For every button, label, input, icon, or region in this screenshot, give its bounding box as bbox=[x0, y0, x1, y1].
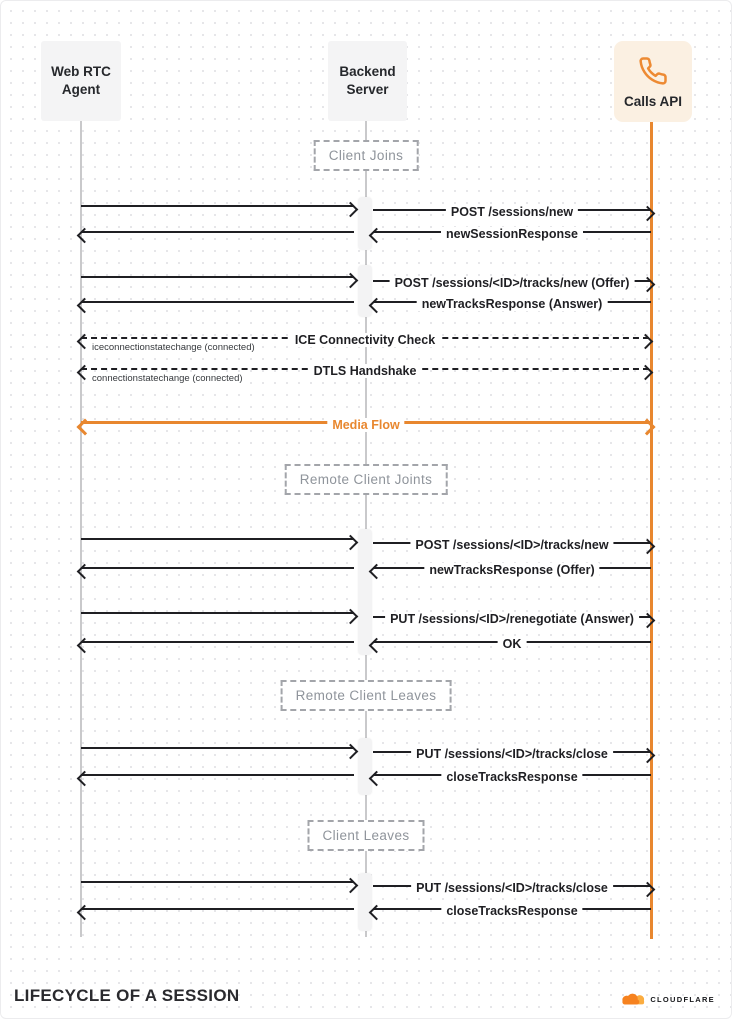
arrowhead-right-icon bbox=[343, 534, 359, 550]
actor-label: Calls API bbox=[623, 93, 683, 109]
page-title: LIFECYCLE OF A SESSION bbox=[14, 986, 240, 1005]
message-arrow-close-tracks-response-2 bbox=[373, 904, 651, 918]
relay-arrow bbox=[81, 567, 354, 569]
message-label: OK bbox=[498, 637, 527, 651]
relay-arrow bbox=[81, 641, 354, 643]
message-label: Media Flow bbox=[327, 418, 404, 432]
relay-arrow bbox=[81, 301, 354, 303]
message-label: PUT /sessions/<ID>/renegotiate (Answer) bbox=[385, 612, 639, 626]
message-label: newTracksResponse (Answer) bbox=[417, 297, 608, 311]
message-arrow-post-tracks-new bbox=[373, 538, 651, 552]
cloudflare-logo bbox=[618, 992, 715, 1007]
actor-calls-api bbox=[614, 41, 692, 122]
message-arrow-close-tracks-response bbox=[373, 770, 651, 784]
note-remote-client-joints bbox=[285, 464, 448, 495]
activation-bar bbox=[358, 197, 372, 250]
message-arrow-new-session-response bbox=[373, 227, 651, 241]
relay-arrow bbox=[81, 747, 354, 749]
relay-arrow bbox=[81, 881, 354, 883]
relay-arrow bbox=[81, 205, 354, 207]
message-arrow-put-renegotiate-answer bbox=[373, 612, 651, 626]
message-label: DTLS Handshake bbox=[309, 364, 422, 378]
note-label: Client Leaves bbox=[322, 828, 410, 843]
message-label: ICE Connectivity Check bbox=[290, 333, 440, 347]
lifeline-web-rtc-agent bbox=[80, 121, 82, 937]
message-label: POST /sessions/new bbox=[446, 205, 578, 219]
cloudflare-cloud-icon bbox=[618, 992, 647, 1007]
activation-bar bbox=[358, 265, 372, 317]
note-client-leaves bbox=[308, 820, 425, 851]
message-arrow-put-tracks-close bbox=[373, 747, 651, 761]
event-label-connectionstatechange: connectionstatechange (connected) bbox=[89, 373, 246, 384]
message-arrow-ok bbox=[373, 637, 651, 651]
arrowhead-right-icon bbox=[343, 743, 359, 759]
cloudflare-wordmark: CLOUDFLARE bbox=[650, 995, 715, 1004]
message-label: POST /sessions/<ID>/tracks/new bbox=[410, 538, 613, 552]
relay-arrow bbox=[81, 908, 354, 910]
relay-arrow bbox=[81, 538, 354, 540]
phone-icon bbox=[638, 56, 668, 86]
relay-arrow bbox=[81, 774, 354, 776]
actor-web-rtc-agent bbox=[41, 41, 121, 121]
message-label: newSessionResponse bbox=[441, 227, 583, 241]
message-arrow-new-tracks-response-answer bbox=[373, 297, 651, 311]
note-label: Remote Client Leaves bbox=[295, 688, 437, 703]
activation-bar bbox=[358, 529, 372, 655]
note-label: Client Joins bbox=[328, 148, 404, 163]
activation-bar bbox=[358, 873, 372, 931]
actor-backend-server bbox=[328, 41, 407, 121]
message-arrow-dtls-handshake bbox=[81, 364, 649, 378]
message-arrow-media-flow bbox=[81, 418, 651, 432]
message-arrow-put-tracks-close-2 bbox=[373, 881, 651, 895]
relay-arrow bbox=[81, 276, 354, 278]
lifeline-calls-api bbox=[650, 122, 653, 939]
note-label: Remote Client Joints bbox=[299, 472, 433, 487]
message-label: PUT /sessions/<ID>/tracks/close bbox=[411, 881, 613, 895]
message-label: newTracksResponse (Offer) bbox=[424, 563, 599, 577]
relay-arrow bbox=[81, 612, 354, 614]
arrowhead-right-icon bbox=[343, 201, 359, 217]
actor-label: Web RTC Agent bbox=[51, 63, 111, 97]
activation-bar bbox=[358, 738, 372, 795]
message-label: closeTracksResponse bbox=[441, 770, 582, 784]
message-arrow-new-tracks-response-offer bbox=[373, 563, 651, 577]
note-remote-client-leaves bbox=[281, 680, 452, 711]
message-arrow-post-sessions-new bbox=[373, 205, 651, 219]
event-label-iceconnectionstatechange: iceconnectionstatechange (connected) bbox=[89, 342, 258, 353]
message-arrow-post-tracks-new-offer bbox=[373, 276, 651, 290]
message-label: POST /sessions/<ID>/tracks/new (Offer) bbox=[390, 276, 635, 290]
arrowhead-right-icon bbox=[343, 272, 359, 288]
relay-arrow bbox=[81, 231, 354, 233]
message-label: PUT /sessions/<ID>/tracks/close bbox=[411, 747, 613, 761]
note-client-joins bbox=[314, 140, 419, 171]
arrowhead-right-icon bbox=[343, 608, 359, 624]
arrowhead-right-icon bbox=[343, 877, 359, 893]
message-label: closeTracksResponse bbox=[441, 904, 582, 918]
message-arrow-ice-connectivity-check bbox=[81, 333, 649, 347]
actor-label: Backend Server bbox=[339, 63, 396, 97]
